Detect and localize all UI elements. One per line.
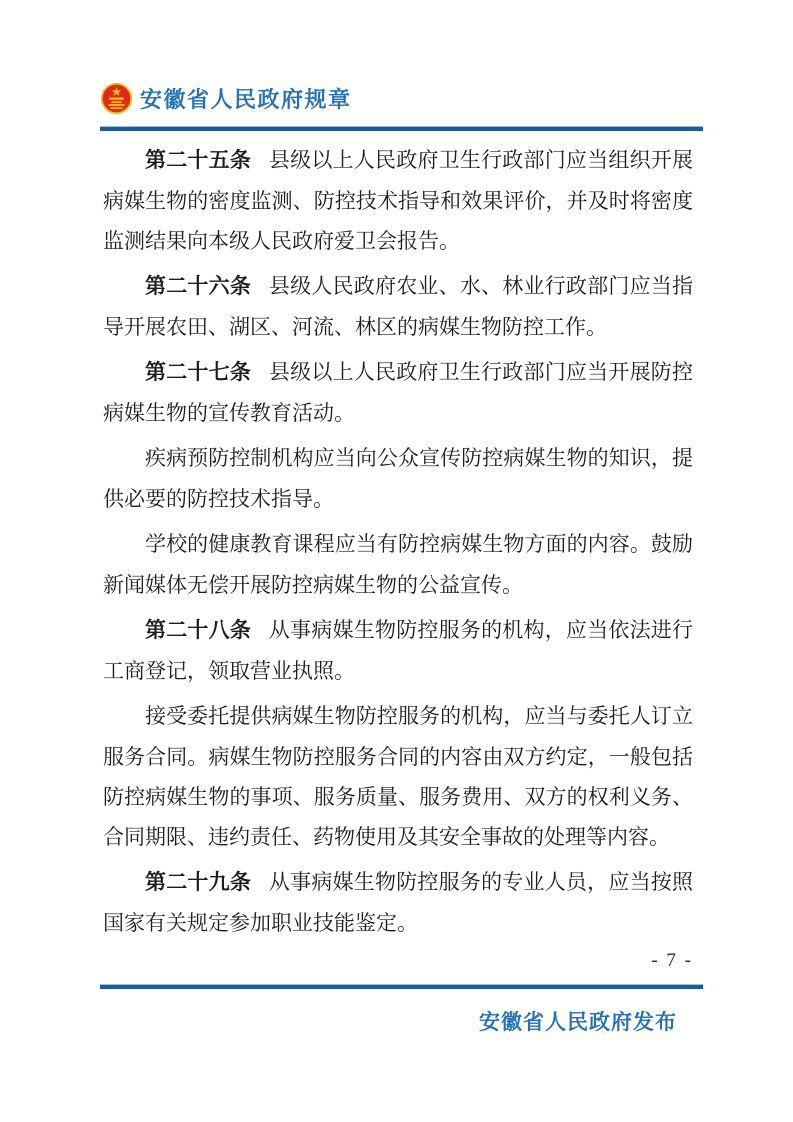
article-text: 县级人民政府农业、水、林业行政部门应当指导开展农田、湖区、河流、林区的病媒生物防控工作。 (103, 274, 694, 339)
article-text: 学校的健康教育课程应当有防控病媒生物方面的内容。鼓励新闻媒体无偿开展防控病媒生物的公益宣传。 (103, 532, 693, 597)
paragraph (103, 352, 693, 433)
article-number: 第二十六条 (145, 275, 252, 298)
document-header (100, 82, 352, 115)
article-text: 接受委托提供病媒生物防控服务的机构，应当与委托人订立服务合同。病媒生物防控服务合同的内容由双方约定，一般包括防控病媒生物的事项、服务质量、服务费用、双方的权利义务、合同期限、违约责任、药物使用及其安全事故的处理等内容。 (103, 704, 693, 849)
article-text: 疾病预防控制机构应当向公众宣传防控病媒生物的知识，提供必要的防控技术指导。 (103, 446, 693, 511)
paragraph (103, 696, 693, 857)
footer-rule (100, 984, 703, 989)
article-number: 第二十七条 (145, 361, 252, 384)
publisher-line: 安徽省人民政府发布 (479, 1011, 677, 1034)
paragraph (103, 140, 693, 261)
page-number: - 7 - (651, 950, 693, 971)
page-title: 安徽省人民政府规章 (140, 87, 352, 112)
header-rule (100, 126, 703, 131)
national-emblem-icon (100, 82, 133, 115)
paragraph (103, 862, 693, 943)
article-number: 第二十九条 (145, 871, 252, 894)
paragraph (103, 266, 693, 347)
paragraph (103, 438, 693, 519)
article-number: 第二十五条 (145, 149, 252, 172)
article-text: 县级以上人民政府卫生行政部门应当组织开展病媒生物的密度监测、防控技术指导和效果评价，并及时将密度监测结果向本级人民政府爱卫会报告。 (103, 148, 694, 253)
article-text: 从事病媒生物防控服务的机构，应当依法进行工商登记，领取营业执照。 (103, 618, 694, 683)
document-body (103, 140, 693, 948)
article-number: 第二十八条 (145, 619, 252, 642)
paragraph (103, 524, 693, 605)
paragraph (103, 610, 693, 691)
article-text: 从事病媒生物防控服务的专业人员，应当按照国家有关规定参加职业技能鉴定。 (103, 870, 694, 935)
article-text: 县级以上人民政府卫生行政部门应当开展防控病媒生物的宣传教育活动。 (103, 360, 694, 425)
